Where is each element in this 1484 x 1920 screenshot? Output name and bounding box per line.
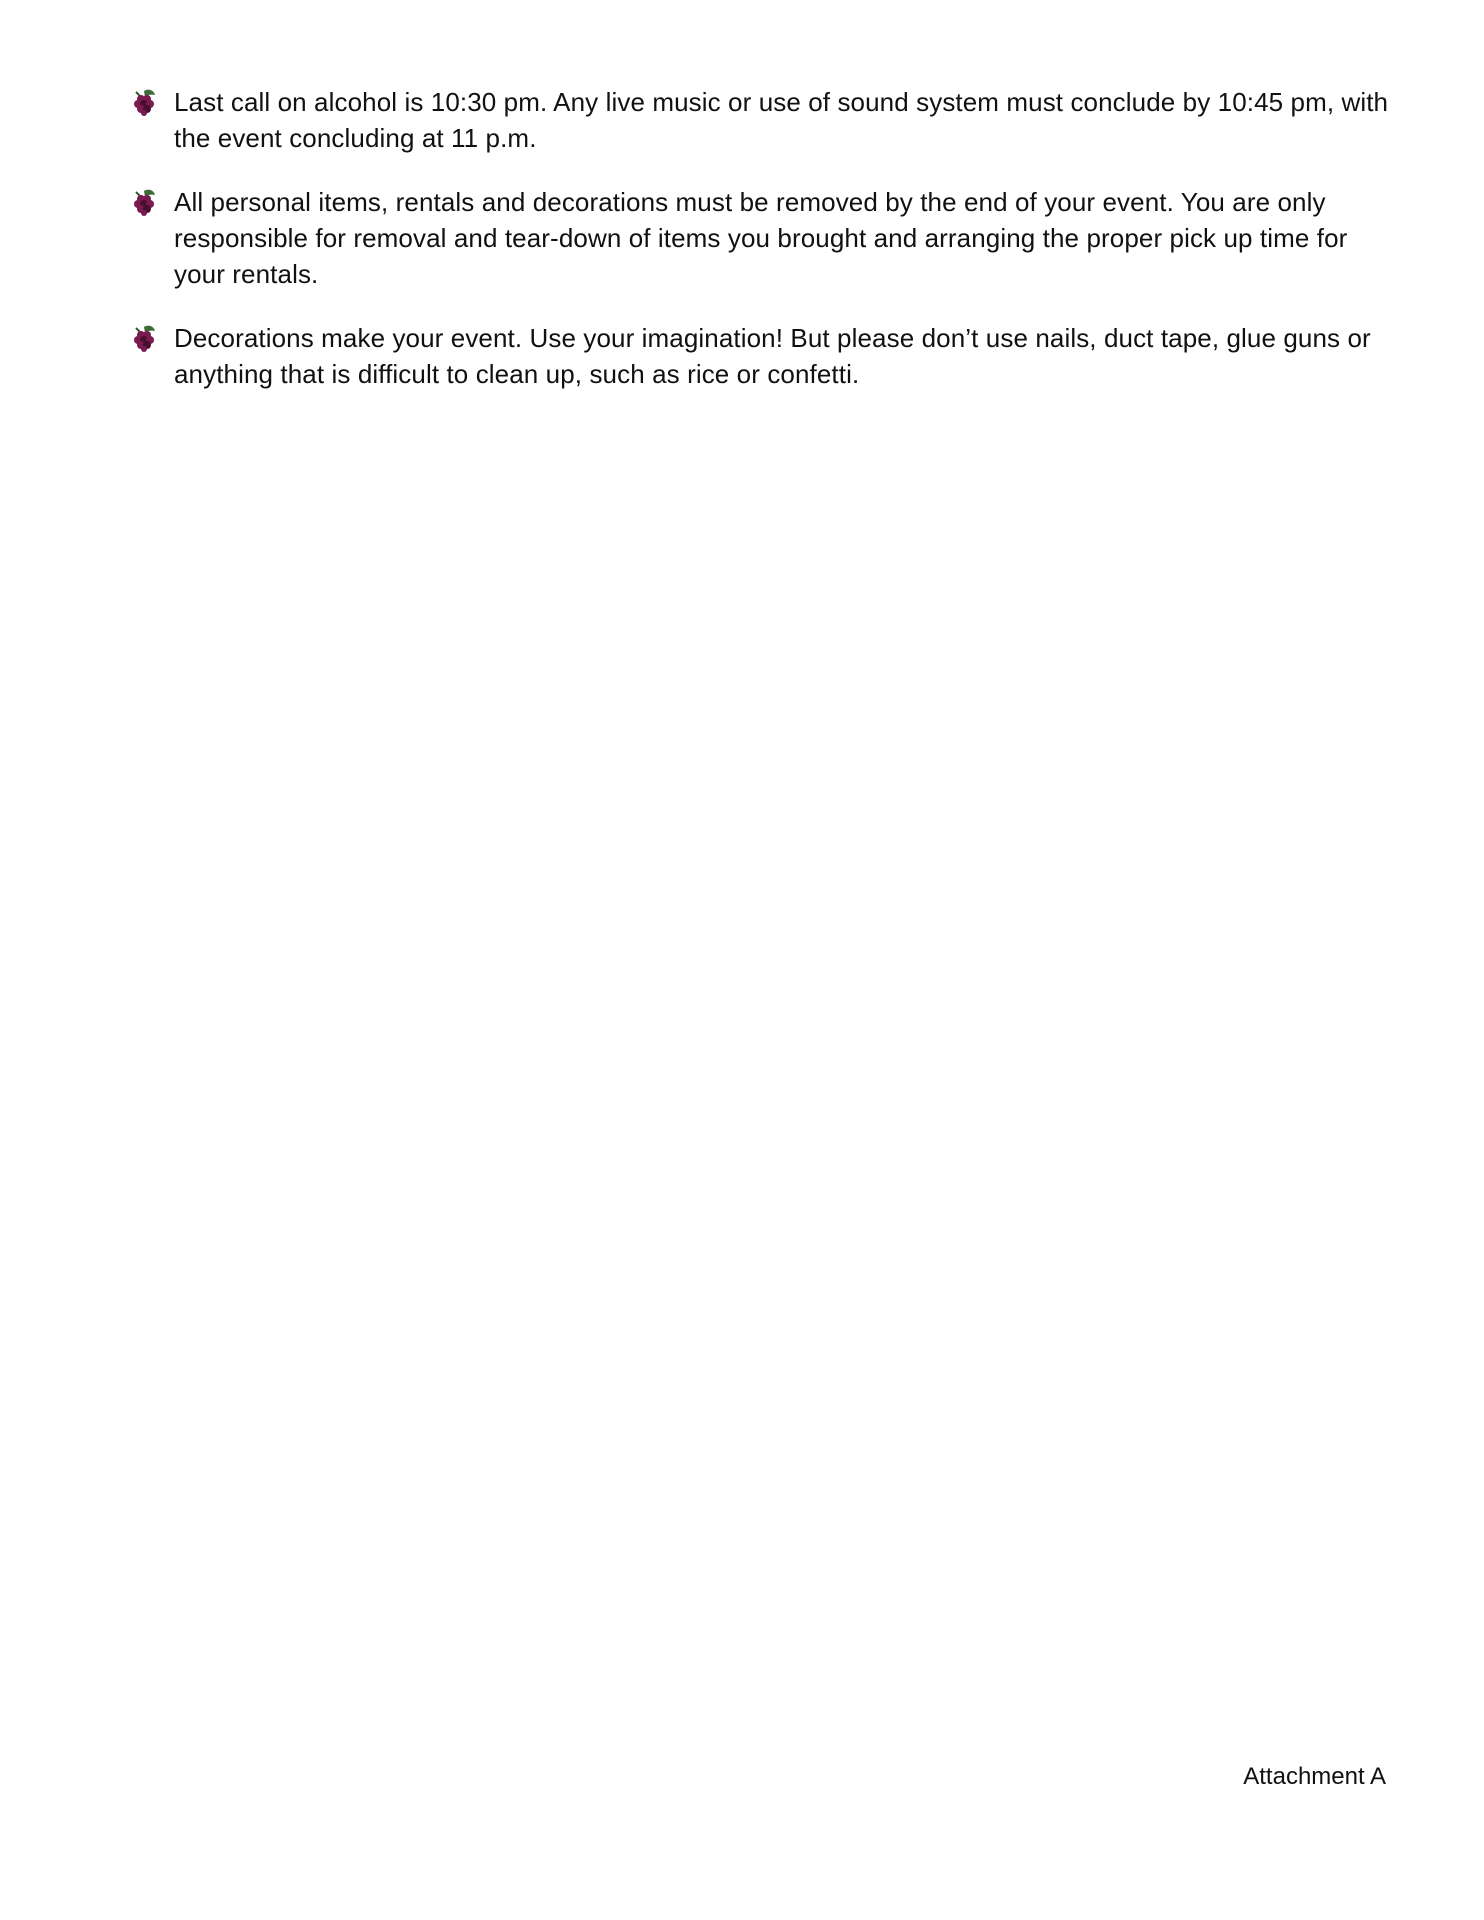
grape-cluster-icon: [130, 324, 158, 352]
list-item: [130, 320, 1390, 392]
grape-cluster-icon: [130, 88, 158, 116]
bullet-text: Decorations make your event. Use your imagination! But please don’t use nails, duct tape, glue guns or anything that is difficult to clean up, such as rice or confetti.: [174, 323, 1371, 389]
list-item: [130, 184, 1390, 292]
list-item: [130, 84, 1390, 156]
attachment-label: Attachment A: [1243, 1763, 1386, 1790]
bullet-text: Last call on alcohol is 10:30 pm. Any live music or use of sound system must conclude by 10:45 pm, with the event concluding at 11 p.m.: [174, 87, 1389, 153]
bullet-text: All personal items, rentals and decorations must be removed by the end of your event. You are only responsible for removal and tear-down of items you brought and arranging the proper pick up time for your rentals.: [174, 187, 1348, 289]
grape-cluster-icon: [130, 188, 158, 216]
bullet-list: [130, 84, 1390, 420]
